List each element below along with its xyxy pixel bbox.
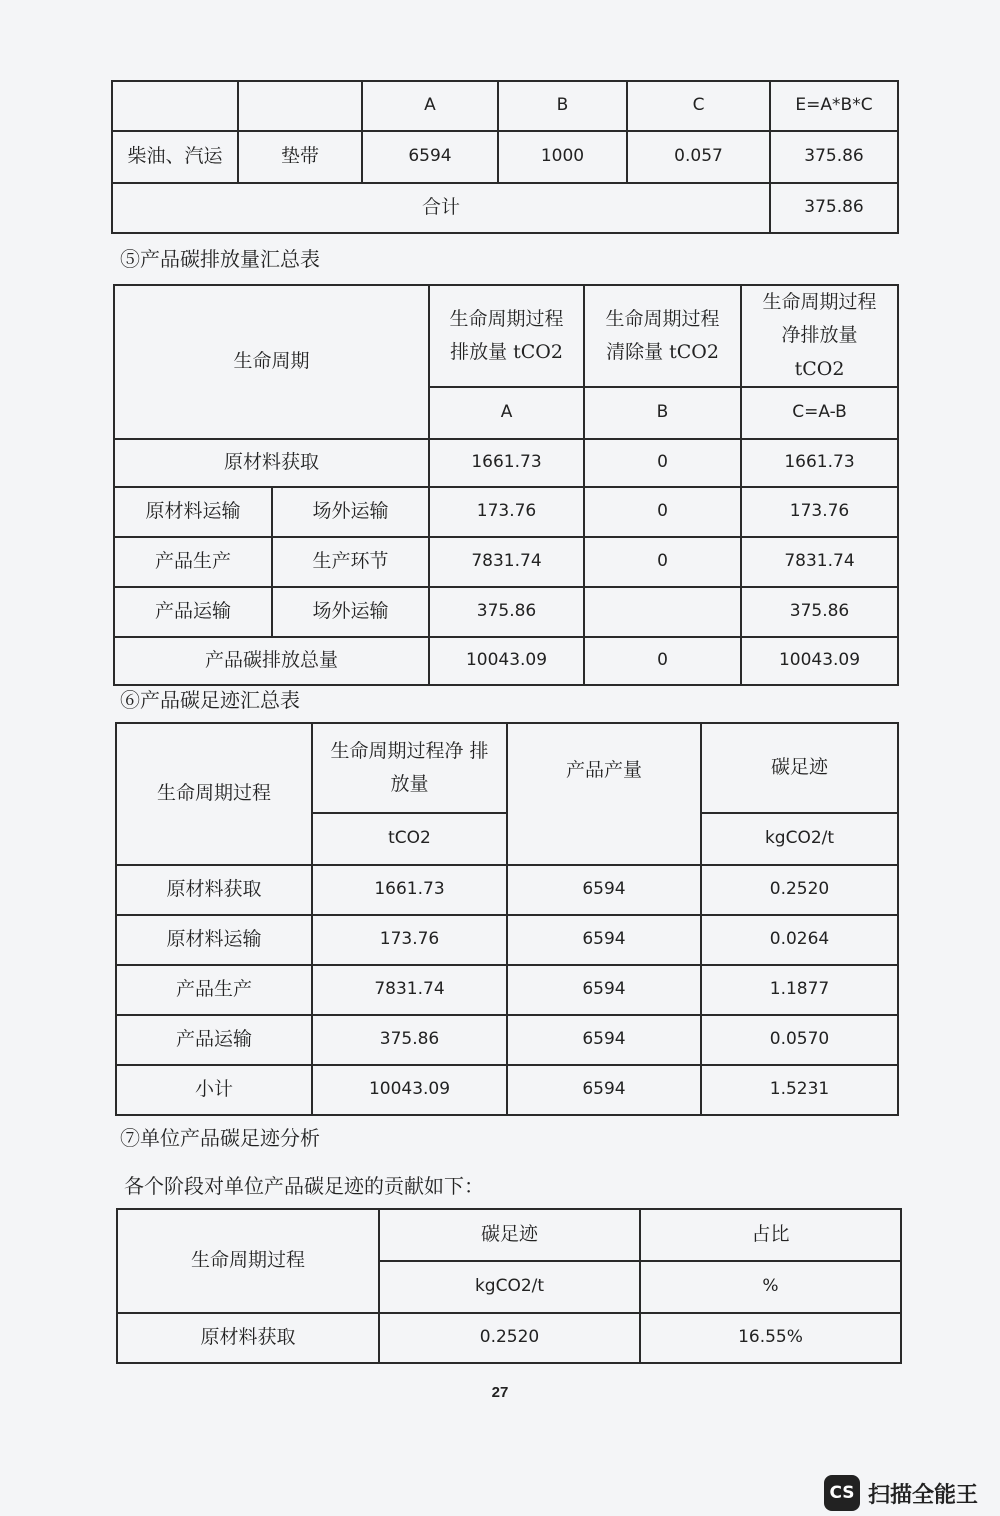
sub-stage-cell: 场外运输 xyxy=(272,487,429,537)
emission-value: 1661.73 xyxy=(429,439,584,487)
output-value: 6594 xyxy=(507,1015,701,1065)
footprint-value: 0.2520 xyxy=(701,865,898,915)
stage-cell: 原材料获取 xyxy=(114,439,429,487)
footprint-summary-table xyxy=(115,722,899,1116)
col-c-label: C=A-B xyxy=(741,387,898,439)
footprint-unit: kgCO2/t xyxy=(701,813,898,865)
removal-value xyxy=(584,587,741,637)
value-b: 1000 xyxy=(498,131,627,183)
removal-value: 0 xyxy=(584,439,741,487)
lifecycle-header: 生命周期 xyxy=(114,285,429,439)
header-c: C xyxy=(627,81,770,131)
net-value: 375.86 xyxy=(312,1015,507,1065)
output-value: 6594 xyxy=(507,965,701,1015)
removal-value: 0 xyxy=(584,487,741,537)
footprint-value: 1.1877 xyxy=(701,965,898,1015)
section-7-intro: 各个阶段对单位产品碳足迹的贡献如下： xyxy=(124,1174,484,1198)
value-c: 0.057 xyxy=(627,131,770,183)
net-emission-header: 生命周期过程净排放量 tCO2 xyxy=(741,285,898,387)
watermark-text: 扫描全能王 xyxy=(867,1482,978,1508)
output-header-label: 产品产量 xyxy=(565,759,642,781)
header-empty-1 xyxy=(112,81,238,131)
sub-stage-cell: 场外运输 xyxy=(272,587,429,637)
net-value: 7831.74 xyxy=(312,965,507,1015)
item-cell: 垫带 xyxy=(238,131,362,183)
share-unit: % xyxy=(640,1261,901,1313)
process-cell: 原材料运输 xyxy=(116,915,312,965)
net-value: 10043.09 xyxy=(312,1065,507,1115)
output-value: 6594 xyxy=(507,865,701,915)
output-value: 6594 xyxy=(507,1065,701,1115)
stage-cell: 产品运输 xyxy=(114,587,272,637)
net-value: 7831.74 xyxy=(741,537,898,587)
header-b: B xyxy=(498,81,627,131)
footprint-unit: kgCO2/t xyxy=(379,1261,640,1313)
emission-value: 7831.74 xyxy=(429,537,584,587)
process-cell: 原材料获取 xyxy=(117,1313,379,1363)
col-a-label: A xyxy=(429,387,584,439)
net-value: 375.86 xyxy=(741,587,898,637)
removal-value: 0 xyxy=(584,537,741,587)
stage-cell: 产品生产 xyxy=(114,537,272,587)
emission-value: 173.76 xyxy=(429,487,584,537)
output-header xyxy=(507,723,701,865)
process-header: 生命周期过程 xyxy=(116,723,312,865)
cs-logo-icon: CS xyxy=(824,1475,860,1511)
total-net: 10043.09 xyxy=(741,637,898,685)
removal-header: 生命周期过程清除量 tCO2 xyxy=(584,285,741,387)
footprint-value: 0.2520 xyxy=(379,1313,640,1363)
total-label: 合计 xyxy=(112,183,770,233)
fuel-cell: 柴油、汽运 xyxy=(112,131,238,183)
process-cell: 小计 xyxy=(116,1065,312,1115)
section-7-heading: ⑦单位产品碳足迹分析 xyxy=(120,1126,320,1150)
share-value: 16.55% xyxy=(640,1313,901,1363)
section-5-heading: ⑤产品碳排放量汇总表 xyxy=(120,247,320,271)
value-e: 375.86 xyxy=(770,131,898,183)
col-b-label: B xyxy=(584,387,741,439)
scanner-watermark xyxy=(824,1475,978,1511)
net-header: 生命周期过程净 排放量 xyxy=(312,723,507,813)
footprint-header: 碳足迹 xyxy=(701,723,898,813)
emission-value: 375.86 xyxy=(429,587,584,637)
net-unit: tCO2 xyxy=(312,813,507,865)
process-cell: 产品生产 xyxy=(116,965,312,1015)
stage-cell: 原材料运输 xyxy=(114,487,272,537)
header-e: E=A*B*C xyxy=(770,81,898,131)
emission-summary-table xyxy=(113,284,899,686)
net-value: 173.76 xyxy=(312,915,507,965)
value-a: 6594 xyxy=(362,131,498,183)
header-a: A xyxy=(362,81,498,131)
output-value: 6594 xyxy=(507,915,701,965)
sub-stage-cell: 生产环节 xyxy=(272,537,429,587)
process-cell: 原材料获取 xyxy=(116,865,312,915)
emission-header: 生命周期过程排放量 tCO2 xyxy=(429,285,584,387)
total-emission: 10043.09 xyxy=(429,637,584,685)
total-value: 375.86 xyxy=(770,183,898,233)
total-removal: 0 xyxy=(584,637,741,685)
page-number: 27 xyxy=(491,1384,509,1401)
transport-emission-table xyxy=(111,80,899,234)
footprint-value: 0.0570 xyxy=(701,1015,898,1065)
process-cell: 产品运输 xyxy=(116,1015,312,1065)
footprint-header: 碳足迹 xyxy=(379,1209,640,1261)
net-value: 1661.73 xyxy=(312,865,507,915)
net-value: 173.76 xyxy=(741,487,898,537)
header-empty-2 xyxy=(238,81,362,131)
section-6-heading: ⑥产品碳足迹汇总表 xyxy=(120,688,300,712)
process-header: 生命周期过程 xyxy=(117,1209,379,1313)
total-label: 产品碳排放总量 xyxy=(114,637,429,685)
footprint-value: 0.0264 xyxy=(701,915,898,965)
unit-footprint-table xyxy=(116,1208,902,1364)
share-header: 占比 xyxy=(640,1209,901,1261)
footprint-value: 1.5231 xyxy=(701,1065,898,1115)
net-value: 1661.73 xyxy=(741,439,898,487)
